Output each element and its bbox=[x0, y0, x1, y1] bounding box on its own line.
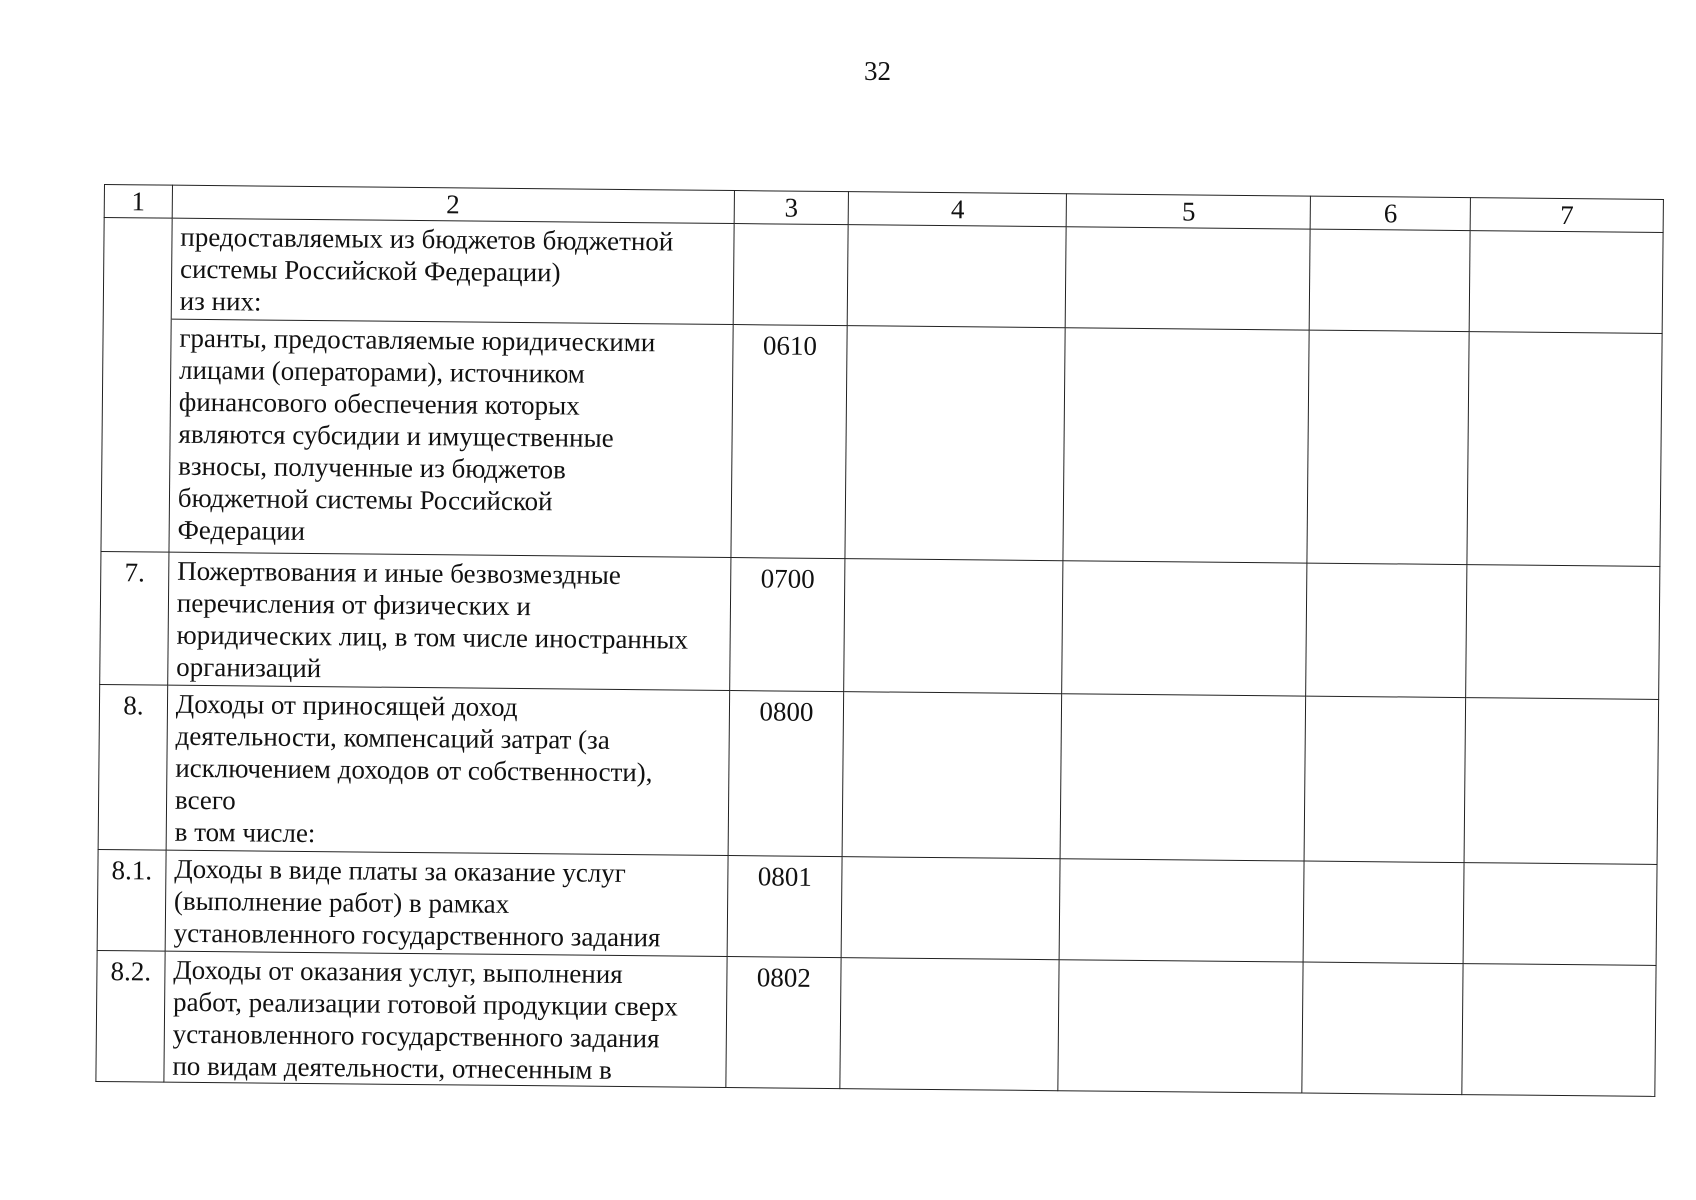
value-cell bbox=[845, 326, 1065, 561]
page-number: 32 bbox=[864, 56, 891, 86]
table-row bbox=[101, 318, 1662, 566]
column-header-1: 1 bbox=[104, 185, 172, 219]
value-cell bbox=[1467, 332, 1662, 567]
row-text-line: лицами (операторами), источником bbox=[178, 354, 586, 389]
value-cell bbox=[844, 559, 1063, 694]
row-description bbox=[164, 951, 727, 1087]
row-description bbox=[169, 319, 733, 557]
value-cell bbox=[1058, 960, 1303, 1093]
row-text-line: из них: bbox=[179, 285, 262, 317]
row-text-line: Федерации bbox=[177, 514, 306, 546]
value-cell bbox=[1306, 563, 1467, 698]
value-cell bbox=[1462, 964, 1656, 1097]
row-text-line: Пожертвования и иные безвозмездные bbox=[177, 555, 621, 590]
value-cell bbox=[1062, 561, 1307, 696]
value-cell bbox=[848, 225, 1067, 328]
row-text-line: в том числе: bbox=[174, 816, 316, 849]
value-cell bbox=[1466, 565, 1660, 700]
row-number bbox=[101, 318, 171, 552]
row-code: 0610 bbox=[730, 325, 847, 559]
value-cell bbox=[1302, 962, 1463, 1095]
row-text-line: по видам деятельности, отнесенным в bbox=[172, 1050, 613, 1085]
row-text-line: установленного государственного задания bbox=[173, 917, 661, 953]
value-cell bbox=[840, 958, 1059, 1091]
row-text-line: системы Российской Федерации) bbox=[179, 253, 561, 288]
value-cell bbox=[1305, 696, 1466, 863]
table-row bbox=[100, 551, 1660, 699]
table-row bbox=[96, 950, 1656, 1096]
row-text-line: предоставляемых из бюджетов бюджетной bbox=[180, 221, 674, 257]
row-number bbox=[103, 218, 172, 320]
row-text-line: перечисления от физических и bbox=[176, 587, 532, 622]
row-code: 0700 bbox=[729, 558, 845, 692]
value-cell bbox=[1060, 694, 1306, 861]
value-cell bbox=[842, 857, 1061, 960]
row-text-line: финансового обеспечения которых bbox=[178, 386, 580, 421]
row-text-line: (выполнение работ) в рамках bbox=[173, 885, 510, 919]
table-row bbox=[103, 218, 1663, 334]
row-text-line: юридических лиц, в том числе иностранных bbox=[176, 619, 689, 655]
row-number: 8.1. bbox=[97, 849, 166, 951]
row-description bbox=[165, 850, 728, 956]
row-text-line: являются субсидии и имущественные bbox=[178, 418, 614, 453]
row-text-line: Доходы в виде платы за оказание услуг bbox=[174, 853, 626, 889]
table-row bbox=[98, 684, 1659, 864]
column-header-4: 4 bbox=[849, 192, 1067, 227]
value-cell bbox=[1463, 863, 1657, 966]
value-cell bbox=[1307, 330, 1469, 565]
value-cell bbox=[843, 692, 1062, 859]
row-text-line: работ, реализации готовой продукции сверх bbox=[172, 986, 678, 1022]
row-description bbox=[168, 552, 731, 690]
column-header-5: 5 bbox=[1066, 194, 1310, 229]
value-cell bbox=[1059, 859, 1304, 962]
column-header-3: 3 bbox=[734, 191, 849, 225]
value-cell bbox=[1065, 227, 1310, 330]
row-text-line: организаций bbox=[176, 651, 322, 684]
row-description bbox=[171, 218, 734, 324]
row-description bbox=[166, 685, 729, 855]
row-text-line: деятельности, компенсаций затрат (за bbox=[175, 720, 610, 755]
value-cell bbox=[1464, 698, 1658, 865]
row-text-line: исключением доходов от собственности), bbox=[175, 752, 653, 788]
value-cell bbox=[1469, 231, 1663, 334]
row-text-line: бюджетной системы Российской bbox=[177, 482, 553, 517]
data-table bbox=[95, 184, 1664, 1097]
row-text-line: взносы, полученные из бюджетов bbox=[178, 450, 566, 485]
value-cell bbox=[1304, 861, 1465, 964]
row-code: 0802 bbox=[725, 957, 841, 1089]
row-text-line: всего bbox=[174, 784, 236, 816]
column-header-2: 2 bbox=[172, 185, 734, 223]
column-header-7: 7 bbox=[1470, 198, 1663, 233]
row-text-line: гранты, предоставляемые юридическими bbox=[179, 322, 656, 358]
column-header-6: 6 bbox=[1311, 196, 1471, 231]
row-text-line: Доходы от приносящей доход bbox=[175, 688, 518, 722]
value-cell bbox=[1063, 328, 1309, 563]
row-number: 8. bbox=[98, 684, 167, 850]
row-code: 0801 bbox=[727, 856, 843, 958]
row-code: 0800 bbox=[728, 691, 845, 857]
row-number: 8.2. bbox=[96, 950, 165, 1082]
table-row bbox=[97, 849, 1657, 965]
row-text-line: Доходы от оказания услуг, выполнения bbox=[173, 954, 623, 990]
value-cell bbox=[1310, 229, 1471, 332]
row-text-line: установленного государственного задания bbox=[172, 1018, 660, 1054]
row-number: 7. bbox=[100, 551, 169, 685]
row-code bbox=[733, 224, 849, 326]
